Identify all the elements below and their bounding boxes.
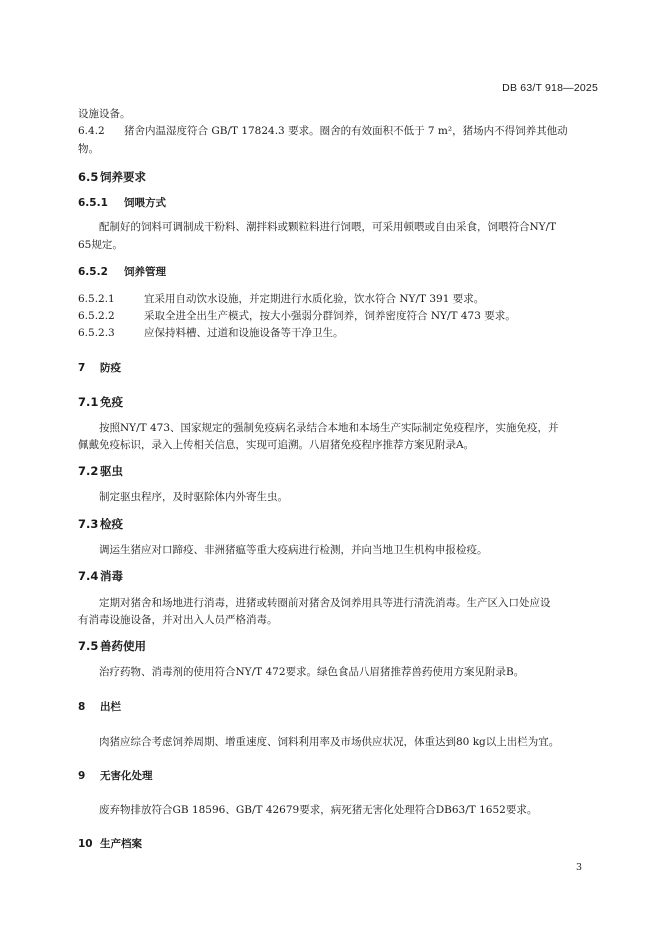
paragraph: 制定驱虫程序，及时驱除体内外寄生虫。 <box>99 491 288 503</box>
section-heading-7-3 <box>78 517 123 531</box>
heading-title: 生产档案 <box>100 838 142 850</box>
heading-number: 6.5.2 <box>78 266 108 278</box>
body-text: 设施设备。 <box>78 108 131 120</box>
paragraph: 治疗药物、消毒剂的使用符合NY/T 472要求。绿色食品八眉猪推荐兽药使用方案见附录B。 <box>99 666 525 678</box>
section-heading-7-1 <box>78 395 123 409</box>
heading-title: 饲养要求 <box>100 170 146 184</box>
clause-number: 6.5.2.3 <box>78 327 115 339</box>
paragraph: 定期对猪舍和场地进行消毒，进猪或转圈前对猪舍及饲养用具等进行清洗消毒。生产区入口处应设 <box>99 597 551 609</box>
heading-number: 6.5 <box>78 170 99 184</box>
heading-title: 防疫 <box>100 362 121 374</box>
heading-title: 饲养管理 <box>124 266 166 278</box>
heading-number: 7.2 <box>78 464 99 478</box>
clause-text: 应保持料槽、过道和设施设备等干净卫生。 <box>144 327 344 339</box>
paragraph: 有消毒设施设备，并对出入人员严格消毒。 <box>78 614 278 626</box>
heading-title: 出栏 <box>100 701 121 713</box>
clause-number: 6.4.2 <box>78 125 105 137</box>
heading-title: 检疫 <box>100 517 123 531</box>
heading-number: 9 <box>78 770 86 782</box>
section-heading-7-4 <box>78 569 123 583</box>
section-heading-8 <box>78 700 121 714</box>
heading-title: 消毒 <box>100 569 123 583</box>
clause-text: 宜采用自动饮水设施，并定期进行水质化验，饮水符合 NY/T 391 要求。 <box>144 293 485 305</box>
heading-number: 8 <box>78 701 86 713</box>
heading-number: 7.5 <box>78 639 99 653</box>
standard-code: DB 63/T 918—2025 <box>502 82 598 94</box>
heading-number: 7 <box>78 362 86 374</box>
heading-title: 兽药使用 <box>100 639 146 653</box>
section-heading-6-5-1 <box>78 196 166 210</box>
section-heading-9 <box>78 769 153 783</box>
section-heading-10 <box>78 837 142 851</box>
heading-title: 无害化处理 <box>100 770 153 782</box>
paragraph: 废弃物排放符合GB 18596、GB/T 42679要求，病死猪无害化处理符合DB63/T 1652要求。 <box>99 804 538 816</box>
clause-text: 采取全进全出生产模式，按大小强弱分群饲养，饲养密度符合 NY/T 473 要求。 <box>144 310 516 322</box>
clause-6-5-2-1 <box>78 292 484 306</box>
section-heading-7-2 <box>78 464 123 478</box>
heading-title: 驱虫 <box>100 464 123 478</box>
paragraph: 按照NY/T 473、国家规定的强制免疫病名录结合本地和本场生产实际制定免疫程序，实施免疫，并 <box>99 422 559 434</box>
heading-number: 7.3 <box>78 517 99 531</box>
paragraph: 肉猪应综合考虑饲养周期、增重速度、饲料利用率及市场供应状况，体重达到80 kg以上出栏为宜。 <box>99 736 560 748</box>
section-heading-6-5 <box>78 170 146 184</box>
clause-6-4-2 <box>78 124 568 138</box>
heading-title: 免疫 <box>100 395 123 409</box>
section-heading-7 <box>78 361 121 375</box>
heading-number: 6.5.1 <box>78 197 108 209</box>
body-text: 物。 <box>78 143 99 155</box>
section-heading-6-5-2 <box>78 265 166 279</box>
paragraph: 配制好的饲料可调制成干粉料、潮拌料或颗粒料进行饲喂，可采用顿喂或自由采食，饲喂符合NY/T <box>99 221 557 233</box>
clause-number: 6.5.2.1 <box>78 293 115 305</box>
clause-6-5-2-3 <box>78 326 344 340</box>
paragraph: 佩戴免疫标识，录入上传相关信息，实现可追溯。八眉猪免疫程序推荐方案见附录A。 <box>78 439 475 451</box>
clause-text: 猪舍内温湿度符合 GB/T 17824.3 要求。圈舍的有效面积不低于 7 m²，猪场内不得饲养其他动 <box>124 125 568 137</box>
clause-number: 6.5.2.2 <box>78 310 115 322</box>
paragraph: 调运生猪应对口蹄疫、非洲猪瘟等重大疫病进行检测，并向当地卫生机构申报检疫。 <box>99 544 488 556</box>
section-heading-7-5 <box>78 639 146 653</box>
paragraph: 65规定。 <box>78 239 123 251</box>
heading-number: 7.1 <box>78 395 99 409</box>
clause-6-5-2-2 <box>78 309 516 323</box>
heading-title: 饲喂方式 <box>124 197 166 209</box>
heading-number: 10 <box>78 838 93 850</box>
heading-number: 7.4 <box>78 569 99 583</box>
page-number: 3 <box>575 862 582 873</box>
